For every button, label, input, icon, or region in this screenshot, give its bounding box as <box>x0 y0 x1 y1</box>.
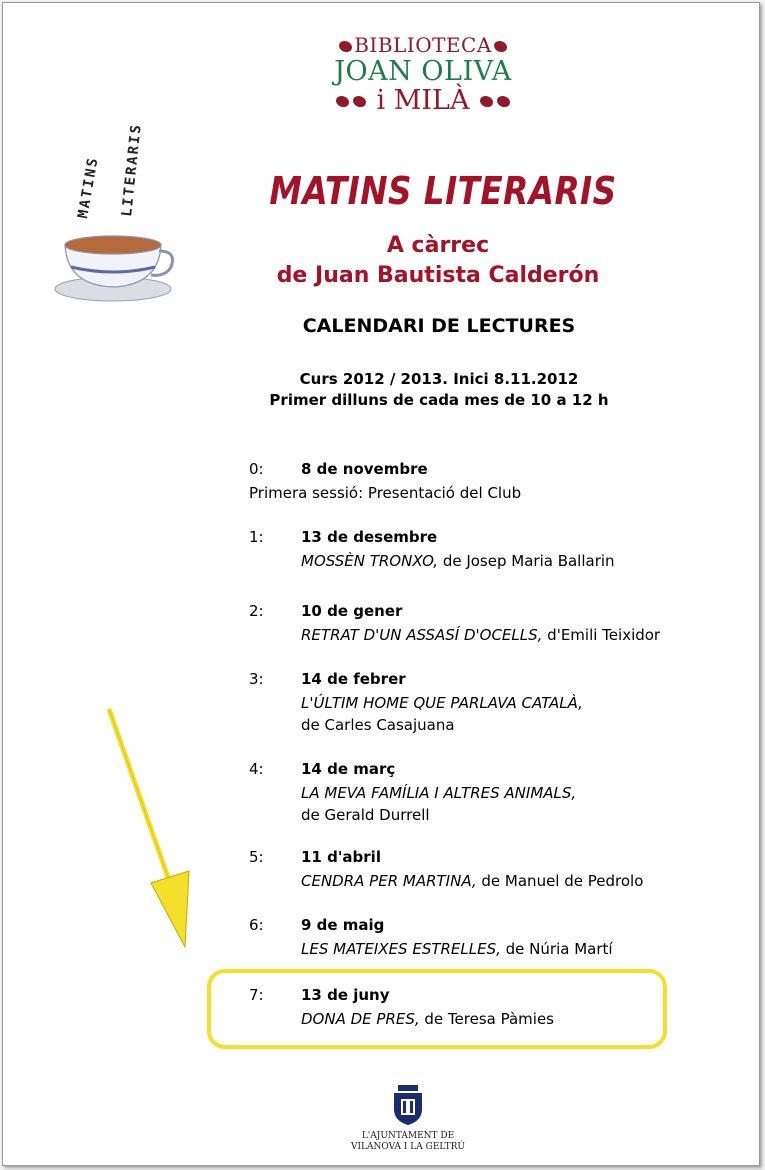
library-line3: i MILÀ <box>376 85 470 116</box>
highlight-box <box>207 969 667 1049</box>
footer-logo <box>333 1083 483 1153</box>
book-author: de Manuel de Pedrolo <box>476 872 644 890</box>
course-line2: Primer dilluns de cada mes de 10 a 12 h <box>269 391 609 409</box>
book-author: de Josep Maria Ballarin <box>438 552 615 570</box>
ornament-icon <box>494 41 507 52</box>
footer-line1: L'AJUNTAMENT DE <box>361 1131 455 1141</box>
cup-text-right: LITERARIS <box>119 122 145 218</box>
session-number: 6: <box>249 916 264 934</box>
book-title: LA MEVA FAMÍLIA I ALTRES ANIMALS, <box>301 784 577 802</box>
session-date: 14 de febrer <box>301 670 406 688</box>
book-title: LES MATEIXES ESTRELLES, <box>301 940 501 958</box>
book-author: de Carles Casajuana <box>301 716 455 734</box>
book-title: DONA DE PRES, <box>301 1010 420 1028</box>
session-number: 2: <box>249 602 264 620</box>
book-title: CENDRA PER MARTINA, <box>301 872 477 890</box>
course-line1: Curs 2012 / 2013. Inici 8.11.2012 <box>299 370 579 388</box>
city-shield-icon <box>390 1083 426 1127</box>
subtitle-line2: de Juan Bautista Calderón <box>276 263 600 288</box>
session-number: 1: <box>249 528 264 546</box>
document-page <box>2 2 760 1166</box>
course-info <box>239 369 639 411</box>
book-title: RETRAT D'UN ASSASÍ D'OCELLS, <box>301 626 543 644</box>
coffee-cup-icon <box>51 79 181 309</box>
session-description: Primera sessió: Presentació del Club <box>249 484 522 502</box>
cup-text-left: MATINS <box>75 155 102 220</box>
ornament-icon <box>336 96 349 107</box>
session-date: 10 de gener <box>301 602 403 620</box>
session-date: 11 d'abril <box>301 848 381 866</box>
calendar-heading: CALENDARI DE LECTURES <box>302 315 576 337</box>
page-title: MATINS LITERARIS <box>269 169 617 213</box>
library-line1: BIBLIOTECA <box>354 33 492 57</box>
session-number: 4: <box>249 760 264 778</box>
session-date: 13 de juny <box>301 986 390 1004</box>
arrow-icon <box>93 703 203 963</box>
session-number: 7: <box>249 986 264 1004</box>
subtitle <box>238 231 638 291</box>
library-logo <box>333 33 513 115</box>
session-number: 5: <box>249 848 264 866</box>
ornament-icon <box>339 41 352 52</box>
ornament-icon <box>497 96 510 107</box>
book-title: MOSSÈN TRONXO, <box>301 552 439 570</box>
book-author: de Núria Martí <box>500 940 613 958</box>
book-author: de Teresa Pàmies <box>419 1010 554 1028</box>
session-date: 13 de desembre <box>301 528 438 546</box>
subtitle-line1: A càrrec <box>386 233 490 258</box>
ornament-icon <box>353 96 366 107</box>
session-date: 9 de maig <box>301 916 385 934</box>
session-number: 0: <box>249 460 264 478</box>
book-author: d'Emili Teixidor <box>542 626 661 644</box>
session-number: 3: <box>249 670 264 688</box>
session-date: 14 de març <box>301 760 396 778</box>
footer-line2: VILANOVA I LA GELTRÚ <box>351 1142 465 1152</box>
book-title: L'ÚLTIM HOME QUE PARLAVA CATALÀ, <box>301 694 583 712</box>
session-date: 8 de novembre <box>301 460 428 478</box>
ornament-icon <box>480 96 493 107</box>
library-line2: JOAN OLIVA <box>334 56 512 87</box>
book-author: de Gerald Durrell <box>301 806 430 824</box>
